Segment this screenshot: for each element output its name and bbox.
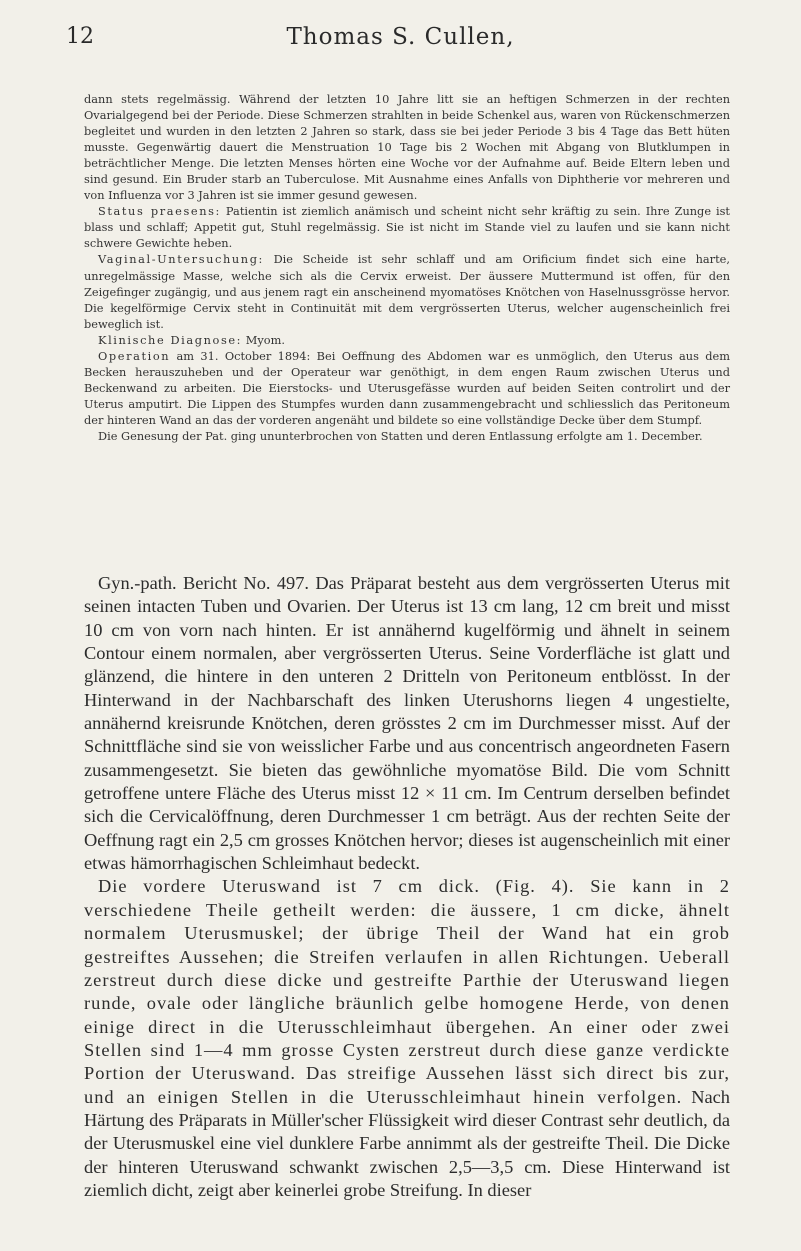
hardening-text: Nach Härtung des Präparats in Müller'scher Flüssigkeit wird dieser Contrast sehr deutlich, da der Uterusmuskel eine viel dunklere Farbe annimmt als der gestreifte Theil. Die Dicke der hinteren Uteruswand schwankt zwischen 2,5—3,5 cm. Diese Hinterwand ist ziemlich dicht, zeigt aber keinerlei grobe Streifung. In dieser [84, 1086, 730, 1200]
label-status-praesens: Status praesens: [98, 204, 221, 219]
vaginal-exam-text: Die Scheide ist sehr schlaff und am Orificium findet sich eine harte, unregelmässige Masse, welche sich als die Cervix erweist. Der äussere Muttermund ist offen, für den Zeigefinger zugängig, und aus jenem ragt ein anscheinend myomatöses Knötchen von Haselnussgrösse hervor. Die kegelförmige Cervix steht in Continuität mit dem vergrösserten Uterus, welcher augenscheinlich frei beweglich ist. [84, 252, 730, 331]
operation-text: am 31. October 1894: Bei Oeffnung des Abdomen war es unmöglich, den Uterus aus dem Becken herauszuheben und der Operateur war genöthigt, in dem engen Raum zwischen Uterus und Beckenwand zu arbeiten. Die Eierstocks- und Uterusgefässe wurden auf beiden Seiten controlirt und der Uterus amputirt. Die Lippen des Stumpfes wurden dann zusammengebracht und schliesslich das Peritoneum der hinteren Wand an das der vorderen angenäht und bildete so eine vollständige Decke über dem Stumpf. [84, 348, 730, 427]
page-header [66, 24, 735, 56]
paragraph-diagnosis [84, 332, 730, 348]
label-operation: Operation [98, 348, 171, 363]
page-number: 12 [66, 24, 94, 49]
label-vaginal-untersuchung: Vaginal-Untersuchung: [98, 252, 264, 267]
case-history-text [84, 91, 730, 444]
paragraph-anterior-wall [84, 875, 730, 1202]
label-klinische-diagnose: Klinische Diagnose: [98, 332, 243, 347]
paragraph-status [84, 203, 730, 251]
paragraph-recovery: Die Genesung der Pat. ging ununterbrochen von Statten und deren Entlassung erfolgte am 1. December. [98, 428, 703, 443]
diagnosis-text: Myom. [242, 332, 285, 347]
status-text: Patientin ist ziemlich anämisch und scheint nicht sehr kräftig zu sein. Ihre Zunge ist blass und schlaff; Appetit gut, Stuhl regelmässig. Sie ist nicht im Stande viel zu laufen und sie kann nicht schwere Gewichte heben. [84, 204, 730, 251]
pathology-report-text [84, 572, 730, 1202]
paragraph-operation [84, 348, 730, 428]
paragraph-vaginal-exam [84, 251, 730, 331]
running-title: Thomas S. Cullen, [286, 24, 515, 50]
spaced-description: Die vordere Uteruswand ist 7 cm dick. (Fig. 4). Sie kann in 2 verschiedene Theile getheilt werden: die äussere, 1 cm dicke, ähnelt normalem Uterusmuskel; der übrige Theil der Wand hat ein grob gestreiftes Aussehen; die Streifen verlaufen in allen Richtungen. Ueberall zerstreut durch diese dicke und gestreifte Parthie der Uteruswand liegen runde, ovale oder längliche bräunlich gelbe homogene Herde, von denen einige direct in die Uterusschleimhaut übergehen. An einer oder zwei Stellen sind 1—4 mm grosse Cysten zerstreut durch diese ganze verdickte Portion der Uteruswand. Das streifige Aussehen lässt sich direct bis zur, und an einigen Stellen in die Uterusschleimhaut hinein verfolgen. [84, 876, 730, 1107]
paragraph-history: dann stets regelmässig. Während der letzten 10 Jahre litt sie an heftigen Schmerzen in der rechten Ovarialgegend bei der Periode. Diese Schmerzen strahlten in beide Schenkel aus, waren von Rückenschmerzen begleitet und wurden in den letzten 2 Jahren so stark, dass sie bei jeder Periode 3 bis 4 Tage das Bett hüten musste. Gegenwärtig dauert die Menstruation 10 Tage bis 2 Wochen mit Abgang von Blutklumpen in beträchtlicher Menge. Die letzten Menses hörten eine Woche vor der Aufnahme auf. Beide Eltern leben und sind gesund. Ein Bruder starb an Tuberculose. Mit Ausnahme eines Anfalls von Diphtherie vor mehreren und von Influenza vor 3 Jahren ist sie immer gesund gewesen. [84, 92, 730, 203]
paragraph-report: Gyn.-path. Bericht No. 497. Das Präparat besteht aus dem vergrösserten Uterus mit seinen intacten Tuben und Ovarien. Der Uterus ist 13 cm lang, 12 cm breit und misst 10 cm von vorn nach hinten. Er ist annähernd kugelförmig und ähnelt in seinem Contour einem normalen, aber vergrösserten Uterus. Seine Vorderfläche ist glatt und glänzend, die hintere in den unteren 2 Dritteln von Peritoneum entblösst. In der Hinterwand in der Nachbarschaft des linken Uterushorns liegen 4 ungestielte, annähernd kreisrunde Knötchen, deren grösstes 2 cm im Durchmesser misst. Auf der Schnittfläche sind sie von weisslicher Farbe und aus concentrisch angeordneten Fasern zusammengesetzt. Sie bieten das gewöhnliche myomatöse Bild. Die vom Schnitt getroffene untere Fläche des Uterus misst 12 × 11 cm. Im Centrum derselben befindet sich die Cervicalöffnung, deren Durchmesser 1 cm beträgt. Aus der rechten Seite der Oeffnung ragt ein 2,5 cm grosses Knötchen hervor; dieses ist augenscheinlich mit einer etwas hämorrhagischen Schleimhaut bedeckt. [84, 573, 730, 874]
